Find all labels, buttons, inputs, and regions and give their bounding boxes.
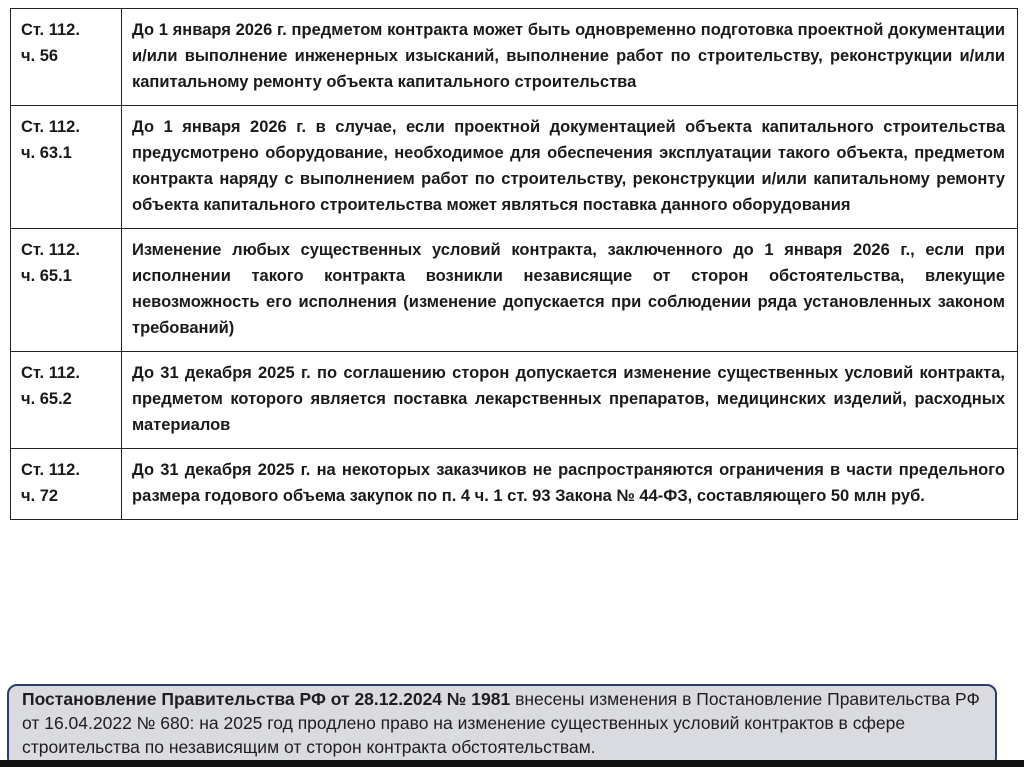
provision-text: Изменение любых существенных условий контракта, заключенного до 1 января 2026 г., если при исполнении такого контракта возникли независящие от сторон обстоятельства, влекущие невозможность его исполнения (изменение допускается при соблюдении ряда установленных законом требований) — [122, 229, 1018, 352]
article-part: ч. 65.1 — [21, 267, 72, 285]
article-part: ч. 56 — [21, 47, 59, 65]
table-row — [11, 106, 1018, 229]
notice-box — [7, 684, 997, 767]
article-reference — [11, 352, 122, 449]
provision-text: До 31 декабря 2025 г. по соглашению сторон допускается изменение существенных условий контракта, предметом которого является поставка лекарственных препаратов, медицинских изделий, расходных материалов — [122, 352, 1018, 449]
table-row — [11, 229, 1018, 352]
article-reference — [11, 106, 122, 229]
article-reference — [11, 9, 122, 106]
table-row — [11, 352, 1018, 449]
notice-decree-title: Постановление Правительства РФ от 28.12.2024 № 1981 — [22, 689, 511, 709]
article-number: Ст. 112. — [21, 364, 80, 382]
bottom-bar — [0, 760, 1024, 767]
article-number: Ст. 112. — [21, 461, 80, 479]
article-part: ч. 63.1 — [21, 144, 72, 162]
article-reference — [11, 229, 122, 352]
article-number: Ст. 112. — [21, 241, 80, 259]
notice-text: внесены изменения в Постановление Правительства РФ от 16.04.2022 № 680: на 2025 год продлено право на изменение существенных условий контрактов в сфере строительства по независящим от сторон контракта обстоятельствам. — [22, 689, 980, 757]
article-part: ч. 65.2 — [21, 390, 72, 408]
provision-text: До 31 декабря 2025 г. на некоторых заказчиков не распространяются ограничения в части предельного размера годового объема закупок по п. 4 ч. 1 ст. 93 Закона № 44-ФЗ, составляющего 50 млн руб. — [122, 449, 1018, 520]
law-table — [10, 8, 1018, 520]
table-row — [11, 9, 1018, 106]
article-number: Ст. 112. — [21, 118, 80, 136]
article-number: Ст. 112. — [21, 21, 80, 39]
article-reference — [11, 449, 122, 520]
provision-text: До 1 января 2026 г. в случае, если проектной документацией объекта капитального строительства предусмотрено оборудование, необходимое для обеспечения эксплуатации такого объекта, предметом контракта наряду с выполнением работ по строительству, реконструкции и/или капитальному ремонту объекта капитального строительства может являться поставка данного оборудования — [122, 106, 1018, 229]
article-part: ч. 72 — [21, 487, 59, 505]
table-row — [11, 449, 1018, 520]
provision-text: До 1 января 2026 г. предметом контракта может быть одновременно подготовка проектной документации и/или выполнение инженерных изысканий, выполнение работ по строительству, реконструкции и/или капитальному ремонту объекта капитального строительства — [122, 9, 1018, 106]
